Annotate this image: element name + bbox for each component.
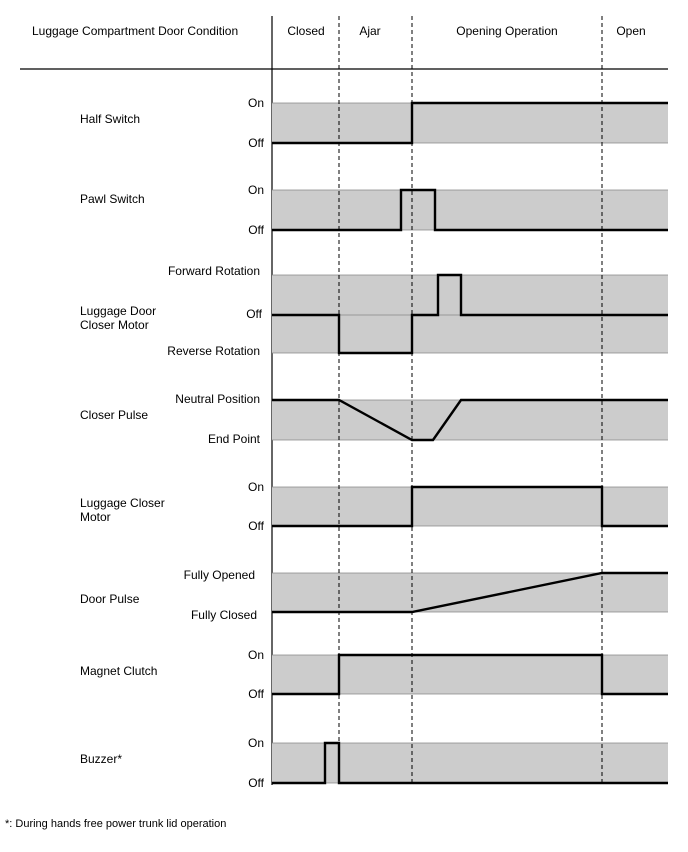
state-bands [272, 103, 668, 783]
phase-closed-label: Closed [287, 24, 325, 38]
state-labels [167, 96, 264, 790]
buzzer-on-label: On [247, 736, 264, 750]
buzzer-band [272, 743, 668, 783]
phase-open-label: Open [616, 24, 646, 38]
door-closer-motor-reverse-label: Reverse Rotation [167, 344, 260, 358]
half-switch-off-label: Off [248, 136, 264, 150]
door-closer-motor-name-line2: Closer Motor [80, 318, 149, 332]
closer-pulse-name: Closer Pulse [80, 408, 149, 422]
door-closer-motor-name-line1: Luggage Door [80, 304, 157, 318]
door-pulse-fully-opened-label: Fully Opened [183, 568, 255, 582]
buzzer-name: Buzzer* [80, 752, 123, 766]
phase-ajar-label: Ajar [359, 24, 381, 38]
signal-names [80, 112, 165, 766]
door-pulse-name: Door Pulse [80, 592, 140, 606]
magnet-clutch-on-label: On [247, 648, 264, 662]
pawl-switch-band [272, 190, 668, 230]
condition-header-label: Luggage Compartment Door Condition [32, 24, 239, 38]
pawl-switch-on-label: On [247, 183, 264, 197]
door-pulse-band [272, 573, 668, 612]
footnote: *: During hands free power trunk lid operation [5, 818, 227, 830]
pawl-switch-off-label: Off [248, 223, 264, 237]
luggage-closer-motor-band [272, 487, 668, 526]
door-pulse-fully-closed-label: Fully Closed [190, 608, 257, 622]
luggage-closer-motor-on-label: On [247, 480, 264, 494]
closer-pulse-band [272, 400, 668, 440]
phase-opening-operation-label: Opening Operation [456, 24, 558, 38]
luggage-closer-motor-off-label: Off [248, 519, 264, 533]
half-switch-on-label: On [247, 96, 264, 110]
closer-pulse-end-point-label: End Point [207, 432, 260, 446]
door-closer-motor-off-label: Off [246, 307, 262, 321]
pawl-switch-name: Pawl Switch [80, 192, 145, 206]
closer-pulse-neutral-label: Neutral Position [175, 392, 260, 406]
luggage-closer-motor-name-line2: Motor [80, 510, 111, 524]
magnet-clutch-off-label: Off [248, 687, 264, 701]
door-closer-motor-forward-label: Forward Rotation [167, 264, 260, 278]
half-switch-name: Half Switch [80, 112, 141, 126]
buzzer-off-label: Off [248, 776, 264, 790]
magnet-clutch-band [272, 655, 668, 694]
magnet-clutch-name: Magnet Clutch [80, 664, 158, 678]
half-switch-band [272, 103, 668, 143]
luggage-closer-motor-name-line1: Luggage Closer [80, 496, 165, 510]
